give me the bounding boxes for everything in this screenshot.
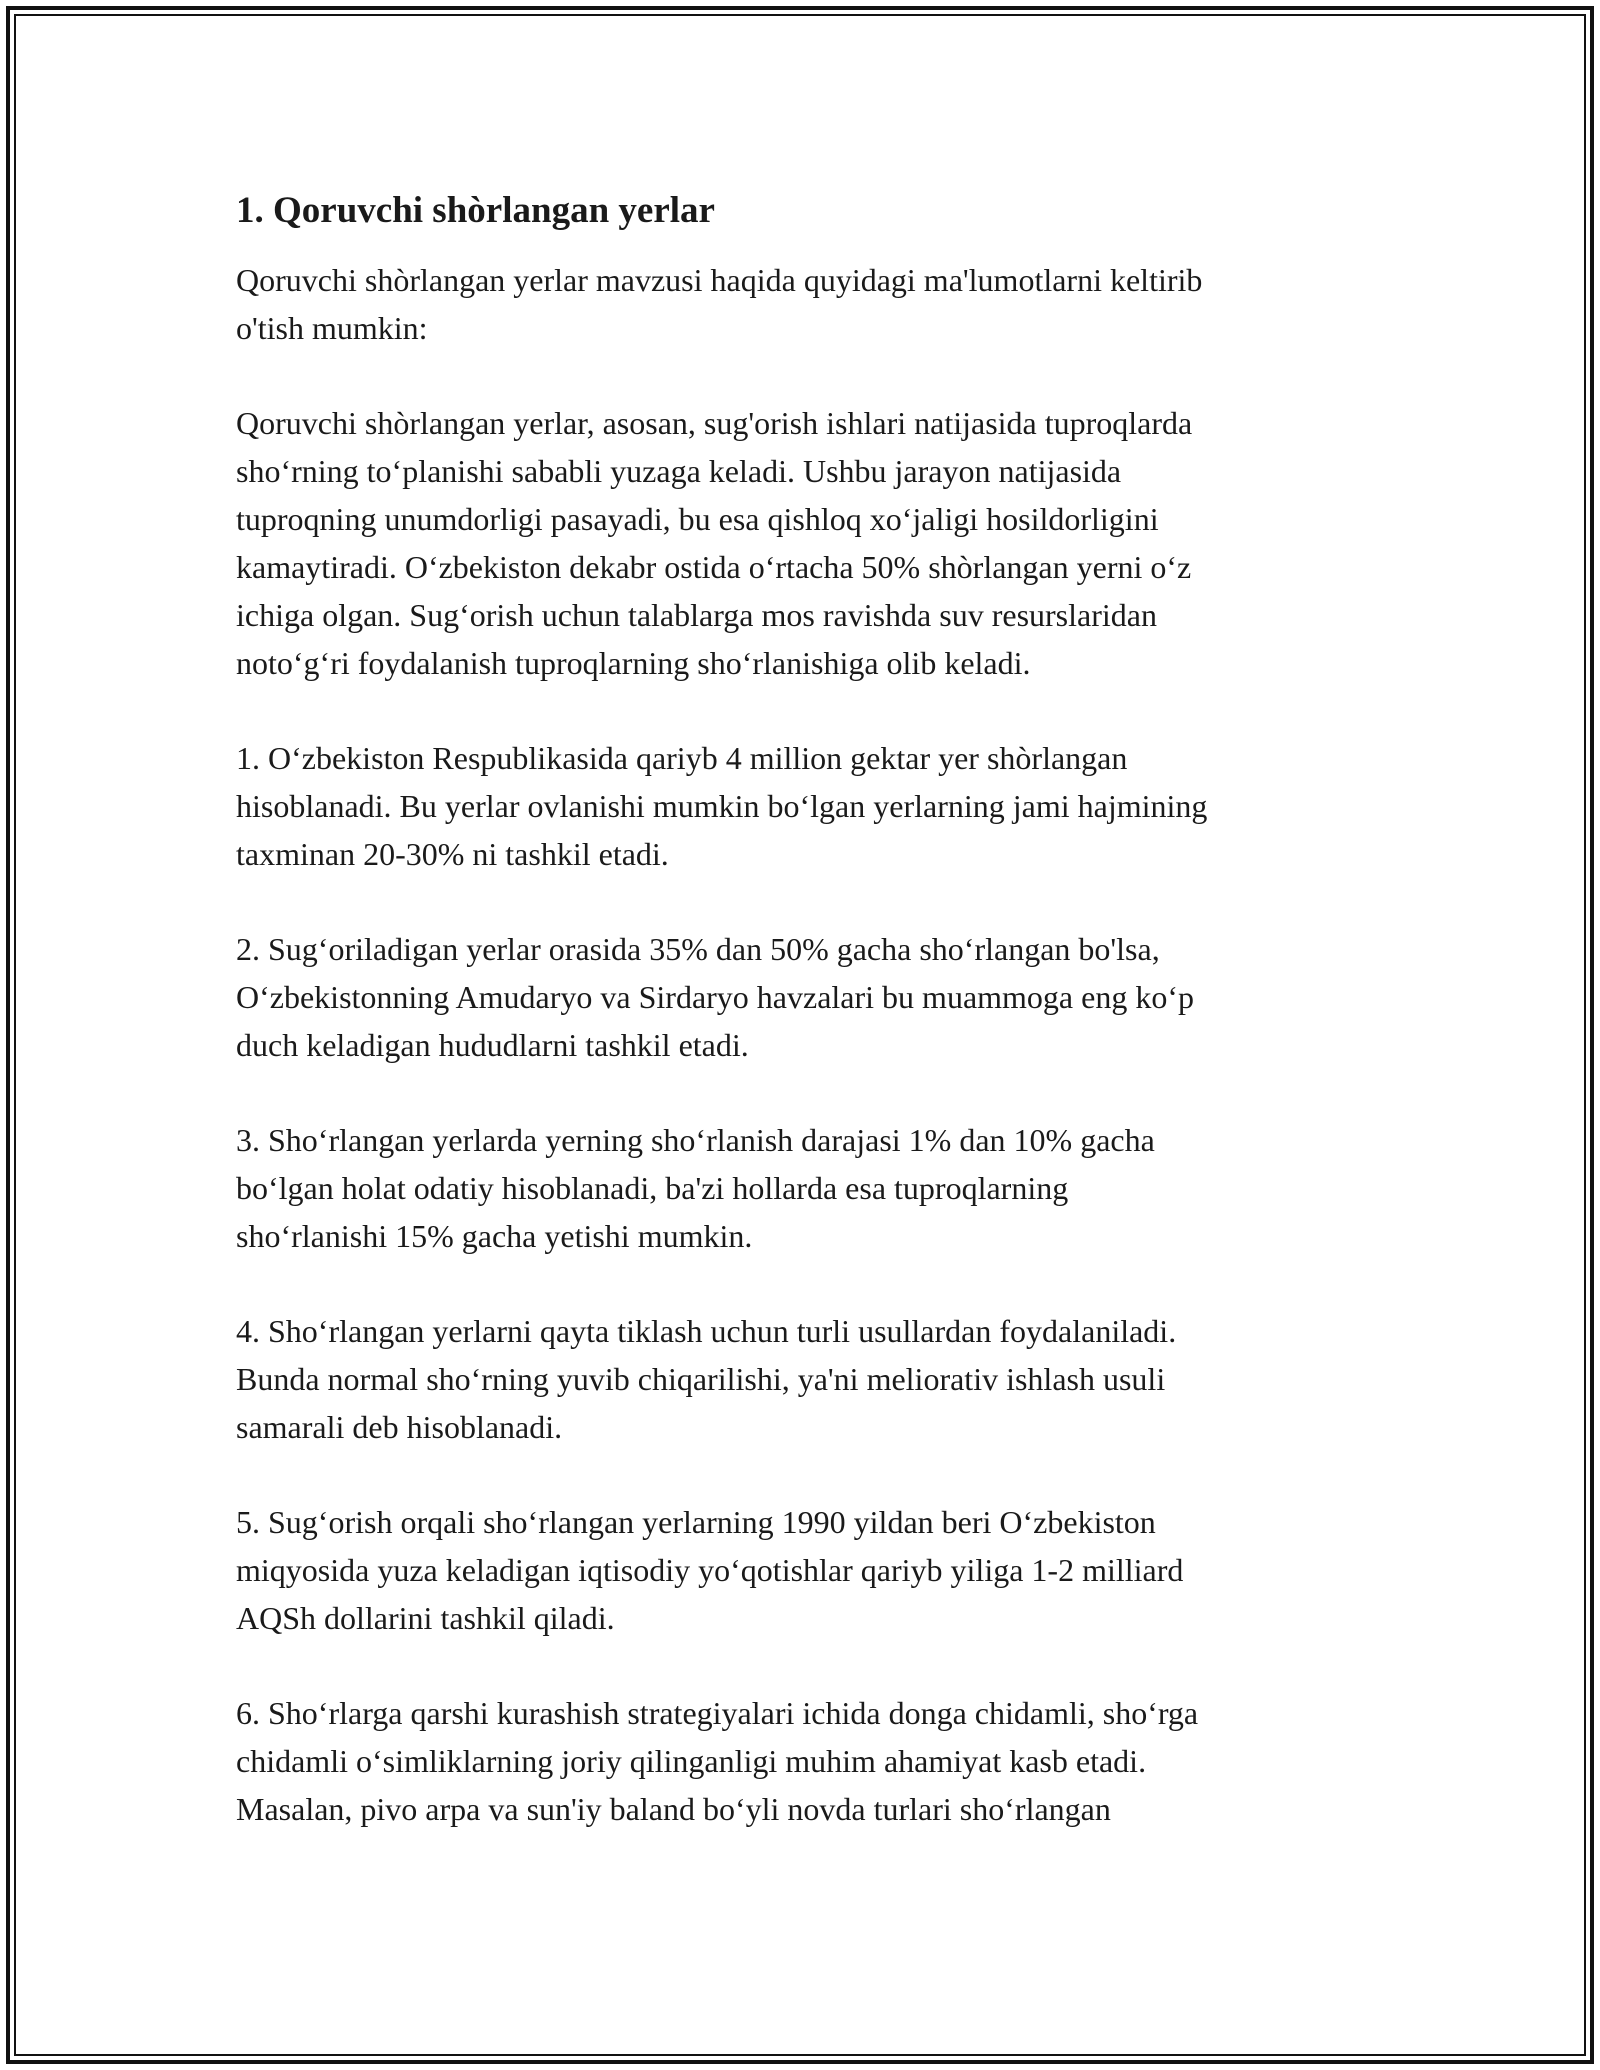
list-item-5: 5. Sug‘orish orqali sho‘rlangan yerlarning 1990 yildan beri O‘zbekiston miqyosida yuza keladigan iqtisodiy yo‘qotishlar qariyb yiliga 1-2 milliard AQSh dollarini tashkil qiladi.	[236, 1504, 1184, 1636]
list-item-4: 4. Sho‘rlangan yerlarni qayta tiklash uchun turli usullardan foydalaniladi. Bunda normal sho‘rning yuvib chiqarilishi, ya'ni meliorativ ishlash usuli samarali deb hisoblanadi.	[236, 1313, 1177, 1445]
section-title: 1. Qoruvchi shòrlangan yerlar	[236, 190, 715, 231]
list-item-3: 3. Sho‘rlangan yerlarda yerning sho‘rlanish darajasi 1% dan 10% gacha bo‘lgan holat odatiy hisoblanadi, ba'zi hollarda esa tuproqlarning sho‘rlanishi 15% gacha yetishi mumkin.	[236, 1122, 1155, 1254]
overview-paragraph: Qoruvchi shòrlangan yerlar, asosan, sug'orish ishlari natijasida tuproqlarda sho‘rning to‘planishi sababli yuzaga keladi. Ushbu jarayon natijasida tuproqning unumdorligi pasayadi, bu esa qishloq xo‘jaligi hosildorligini kamaytiradi. O‘zbekiston dekabr ostida o‘rtacha 50% shòrlangan yerni o‘z ichiga olgan. Sug‘orish uchun talablarga mos ravishda suv resurslaridan noto‘g‘ri foydalanish tuproqlarning sho‘rlanishiga olib keladi.	[236, 405, 1193, 681]
list-item-2: 2. Sug‘oriladigan yerlar orasida 35% dan 50% gacha sho‘rlangan bo'lsa, O‘zbekistonning Amudaryo va Sirdaryo havzalari bu muammoga eng ko‘p duch keladigan hududlarni tashkil etadi.	[236, 931, 1194, 1063]
list-item-6: 6. Sho‘rlarga qarshi kurashish strategiyalari ichida donga chidamli, sho‘rga chidamli o‘simliklarning joriy qilinganligi muhim ahamiyat kasb etadi. Masalan, pivo arpa va sun'iy baland bo‘yli novda turlari sho‘rlangan	[236, 1695, 1199, 1827]
document-body	[236, 186, 1356, 1833]
list-item-1: 1. O‘zbekiston Respublikasida qariyb 4 million gektar yer shòrlangan hisoblanadi. Bu yerlar ovlanishi mumkin bo‘lgan yerlarning jami hajmining taxminan 20-30% ni tashkil etadi.	[236, 740, 1208, 872]
intro-paragraph: Qoruvchi shòrlangan yerlar mavzusi haqida quyidagi ma'lumotlarni keltirib o'tish mumkin:	[236, 262, 1203, 346]
